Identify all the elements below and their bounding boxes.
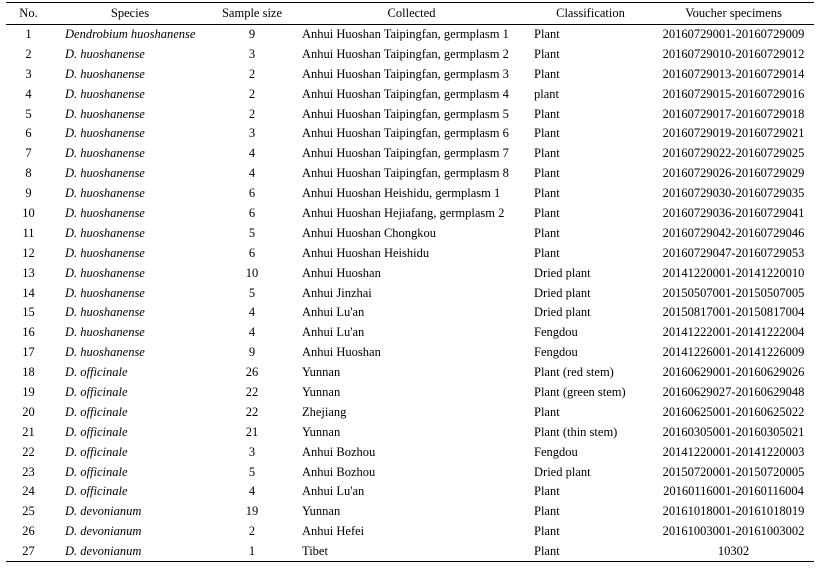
table-row [6, 204, 814, 224]
cell-classification: Plant [534, 245, 560, 260]
cell-species: D. huoshanense [65, 186, 145, 201]
table-row [6, 64, 814, 84]
cell-collected: Anhui Huoshan Taipingfan, germplasm 6 [302, 126, 509, 141]
cell-sample-size: 2 [248, 66, 256, 81]
header-voucher: Voucher specimens [653, 3, 814, 25]
cell-classification: Plant [534, 146, 560, 161]
cell-voucher: 20160729047-20160729053 [662, 245, 805, 260]
cell-sample-size: 4 [248, 166, 256, 181]
table-row [6, 422, 814, 442]
cell-classification: Fengdou [534, 325, 578, 340]
cell-sample-size: 6 [248, 245, 256, 260]
cell-collected: Anhui Huoshan Taipingfan, germplasm 4 [302, 86, 509, 101]
cell-collected: Anhui Huoshan Taipingfan, germplasm 7 [302, 146, 509, 161]
cell-sample-size: 19 [245, 504, 259, 519]
cell-collected: Anhui Bozhou [302, 444, 376, 459]
cell-collected: Anhui Jinzhai [302, 285, 372, 300]
cell-sample-size: 4 [248, 325, 256, 340]
cell-collected: Anhui Huoshan Taipingfan, germplasm 1 [302, 27, 509, 42]
cell-voucher: 20160729030-20160729035 [662, 186, 805, 201]
cell-collected: Zhejiang [302, 404, 347, 419]
cell-classification: Plant (red stem) [534, 365, 614, 380]
cell-species: D. huoshanense [65, 205, 145, 220]
cell-voucher: 20150720001-20150720005 [662, 464, 805, 479]
table-row [6, 363, 814, 383]
cell-species: D. huoshanense [65, 265, 145, 280]
cell-collected: Tibet [295, 542, 528, 562]
cell-species: D. officinale [65, 365, 128, 380]
cell-no: 27 [6, 542, 51, 562]
cell-no: 5 [25, 106, 32, 121]
cell-no: 25 [22, 504, 35, 519]
cell-classification: Plant (green stem) [534, 384, 626, 399]
cell-no: 14 [22, 285, 35, 300]
cell-no: 26 [22, 524, 35, 539]
cell-collected: Anhui Huoshan Taipingfan, germplasm 2 [302, 46, 509, 61]
table-row [6, 25, 814, 45]
cell-collected: Anhui Huoshan Taipingfan, germplasm 5 [302, 106, 509, 121]
cell-sample-size: 5 [248, 464, 256, 479]
cell-species: D. devonianum [51, 542, 209, 562]
table-row [6, 184, 814, 204]
cell-classification: Plant [534, 225, 560, 240]
cell-classification: Plant [534, 205, 560, 220]
cell-voucher: 20141222001-20141222004 [662, 325, 805, 340]
cell-species: D. huoshanense [65, 86, 145, 101]
cell-sample-size: 4 [248, 305, 256, 320]
table-row [6, 303, 814, 323]
cell-voucher: 20160729036-20160729041 [662, 205, 805, 220]
cell-species: D. officinale [65, 444, 128, 459]
cell-collected: Anhui Huoshan Taipingfan, germplasm 3 [302, 66, 509, 81]
cell-no: 18 [22, 365, 35, 380]
cell-collected: Anhui Lu'an [302, 484, 365, 499]
cell-no: 3 [25, 66, 32, 81]
cell-species: D. huoshanense [65, 225, 145, 240]
cell-species: D. devonianum [65, 524, 142, 539]
table-row [6, 124, 814, 144]
cell-species: D. huoshanense [65, 126, 145, 141]
table-row [6, 164, 814, 184]
cell-no: 22 [22, 444, 35, 459]
specimen-table [6, 2, 814, 562]
cell-voucher: 20160629001-20160629026 [662, 365, 805, 380]
cell-species: D. officinale [65, 384, 128, 399]
cell-species: D. officinale [65, 464, 128, 479]
cell-species: D. huoshanense [65, 285, 145, 300]
cell-voucher: 20160729010-20160729012 [662, 46, 805, 61]
cell-sample-size: 2 [248, 524, 256, 539]
header-sample-size: Sample size [209, 3, 295, 25]
cell-voucher: 20160729015-20160729016 [662, 86, 805, 101]
cell-voucher: 10302 [653, 542, 814, 562]
cell-voucher: 20141226001-20141226009 [662, 345, 805, 360]
header-collected: Collected [295, 3, 528, 25]
cell-classification: Plant [534, 524, 560, 539]
table-row [6, 84, 814, 104]
cell-sample-size: 6 [248, 205, 256, 220]
cell-sample-size: 9 [248, 27, 256, 42]
cell-classification: Plant [534, 484, 560, 499]
cell-sample-size: 6 [248, 186, 256, 201]
cell-no: 8 [25, 166, 32, 181]
cell-species: Dendrobium huoshanense [65, 27, 196, 42]
cell-voucher: 20160729001-20160729009 [662, 27, 805, 42]
cell-sample-size: 9 [248, 345, 256, 360]
cell-voucher: 20160729017-20160729018 [662, 106, 805, 121]
cell-no: 24 [22, 484, 35, 499]
cell-classification: Plant [534, 186, 560, 201]
cell-classification: Plant (thin stem) [534, 424, 618, 439]
cell-sample-size: 3 [248, 46, 256, 61]
cell-species: D. huoshanense [65, 66, 145, 81]
table-row [6, 502, 814, 522]
cell-classification: Dried plant [534, 464, 591, 479]
cell-no: 21 [22, 424, 35, 439]
cell-no: 2 [25, 46, 32, 61]
cell-classification: Plant [534, 126, 560, 141]
cell-classification: Plant [534, 404, 560, 419]
cell-voucher: 20150507001-20150507005 [662, 285, 805, 300]
cell-collected: Yunnan [302, 504, 341, 519]
cell-species: D. huoshanense [65, 166, 145, 181]
cell-sample-size: 3 [248, 444, 256, 459]
table-row [6, 263, 814, 283]
cell-voucher: 20160729019-20160729021 [662, 126, 805, 141]
cell-sample-size: 21 [245, 424, 259, 439]
cell-species: D. huoshanense [65, 345, 145, 360]
cell-voucher: 20161018001-20161018019 [662, 504, 805, 519]
cell-classification: Plant [534, 27, 560, 42]
cell-sample-size: 5 [248, 225, 256, 240]
cell-collected: Anhui Huoshan Chongkou [302, 225, 437, 240]
table-row [6, 323, 814, 343]
table-row [6, 283, 814, 303]
table-header [6, 3, 814, 25]
cell-sample-size: 10 [245, 265, 259, 280]
cell-collected: Anhui Lu'an [302, 325, 365, 340]
cell-collected: Anhui Lu'an [302, 305, 365, 320]
cell-voucher: 20141220001-20141220003 [662, 444, 805, 459]
cell-sample-size: 5 [248, 285, 256, 300]
table-row [6, 402, 814, 422]
cell-species: D. officinale [65, 424, 128, 439]
cell-sample-size: 22 [245, 404, 259, 419]
table-row [6, 542, 814, 562]
table-row [6, 104, 814, 124]
cell-collected: Yunnan [302, 384, 341, 399]
cell-collected: Yunnan [302, 365, 341, 380]
cell-classification: Plant [534, 46, 560, 61]
cell-collected: Anhui Huoshan Hejiafang, germplasm 2 [302, 205, 505, 220]
table-row [6, 522, 814, 542]
cell-classification: Plant [534, 66, 560, 81]
cell-sample-size: 4 [248, 484, 256, 499]
cell-no: 6 [25, 126, 32, 141]
cell-no: 4 [25, 86, 32, 101]
table-row [6, 343, 814, 363]
header-classification: Classification [528, 3, 653, 25]
cell-classification: Plant [534, 166, 560, 181]
cell-collected: Yunnan [302, 424, 341, 439]
cell-species: D. huoshanense [65, 106, 145, 121]
table-row [6, 442, 814, 462]
table-row [6, 383, 814, 403]
cell-classification: plant [534, 86, 559, 101]
cell-collected: Anhui Bozhou [302, 464, 376, 479]
table-row [6, 223, 814, 243]
cell-species: D. officinale [65, 404, 128, 419]
cell-no: 9 [25, 186, 32, 201]
cell-sample-size: 4 [248, 146, 256, 161]
header-row [6, 3, 814, 25]
cell-voucher: 20160629027-20160629048 [662, 384, 805, 399]
cell-no: 19 [22, 384, 35, 399]
cell-species: D. huoshanense [65, 46, 145, 61]
cell-sample-size: 2 [248, 86, 256, 101]
cell-classification: Dried plant [534, 265, 591, 280]
table-row [6, 482, 814, 502]
cell-sample-size: 1 [209, 542, 295, 562]
cell-classification: Fengdou [534, 345, 578, 360]
cell-sample-size: 26 [245, 365, 259, 380]
cell-classification: Plant [534, 106, 560, 121]
cell-sample-size: 22 [245, 384, 259, 399]
cell-species: D. devonianum [65, 504, 142, 519]
cell-collected: Anhui Hefei [302, 524, 365, 539]
cell-voucher: 20141220001-20141220010 [662, 265, 805, 280]
cell-no: 17 [22, 345, 35, 360]
cell-species: D. officinale [65, 484, 128, 499]
cell-sample-size: 3 [248, 126, 256, 141]
table-row [6, 144, 814, 164]
cell-no: 11 [22, 225, 35, 240]
cell-no: 7 [25, 146, 32, 161]
cell-voucher: 20161003001-20161003002 [662, 524, 805, 539]
cell-voucher: 20160729022-20160729025 [662, 146, 805, 161]
cell-classification: Dried plant [534, 285, 591, 300]
cell-species: D. huoshanense [65, 305, 145, 320]
cell-species: D. huoshanense [65, 245, 145, 260]
cell-classification: Plant [534, 504, 560, 519]
cell-voucher: 20160625001-20160625022 [662, 404, 805, 419]
cell-species: D. huoshanense [65, 146, 145, 161]
cell-no: 15 [22, 305, 35, 320]
cell-classification: Dried plant [534, 305, 591, 320]
cell-voucher: 20160305001-20160305021 [662, 424, 805, 439]
cell-no: 12 [22, 245, 35, 260]
table-row [6, 462, 814, 482]
table-row [6, 243, 814, 263]
header-no: No. [6, 3, 51, 25]
cell-collected: Anhui Huoshan [302, 265, 381, 280]
cell-no: 10 [22, 205, 35, 220]
cell-voucher: 20160729013-20160729014 [662, 66, 805, 81]
cell-no: 23 [22, 464, 35, 479]
cell-no: 20 [22, 404, 35, 419]
cell-classification: Plant [528, 542, 653, 562]
cell-collected: Anhui Huoshan Taipingfan, germplasm 8 [302, 166, 509, 181]
cell-collected: Anhui Huoshan [302, 345, 381, 360]
cell-no: 16 [22, 325, 35, 340]
cell-collected: Anhui Huoshan Heishidu [302, 245, 430, 260]
cell-no: 1 [25, 27, 32, 42]
cell-sample-size: 2 [248, 106, 256, 121]
cell-no: 13 [22, 265, 35, 280]
header-species: Species [51, 3, 209, 25]
table-body [6, 25, 814, 562]
table-row [6, 44, 814, 64]
cell-classification: Fengdou [534, 444, 578, 459]
cell-species: D. huoshanense [65, 325, 145, 340]
cell-voucher: 20160729042-20160729046 [662, 225, 805, 240]
cell-voucher: 20160116001-20160116004 [663, 484, 804, 499]
cell-voucher: 20150817001-20150817004 [662, 305, 805, 320]
cell-collected: Anhui Huoshan Heishidu, germplasm 1 [302, 186, 501, 201]
cell-voucher: 20160729026-20160729029 [662, 166, 805, 181]
